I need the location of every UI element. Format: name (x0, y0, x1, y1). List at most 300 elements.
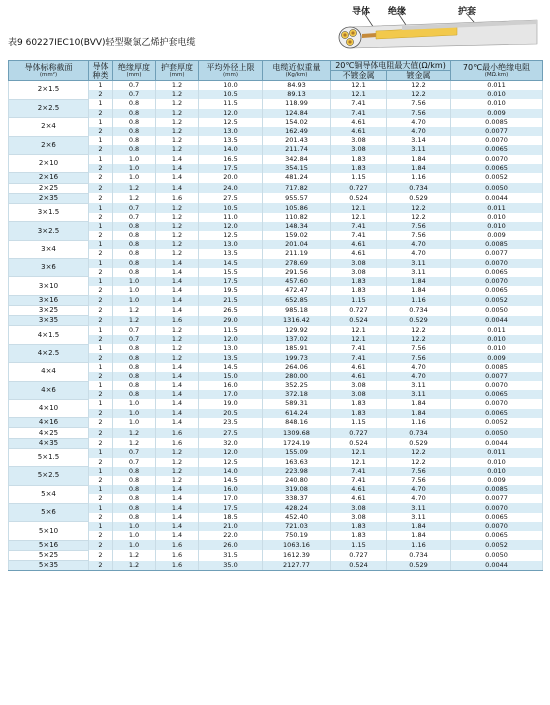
table-row (9, 155, 543, 164)
cell-section: 4×16 (9, 418, 89, 428)
cell-sheath: 1.2 (156, 326, 199, 335)
table-row (9, 183, 543, 193)
cell-type: 1 (89, 99, 113, 108)
table-row (9, 193, 543, 203)
cell-insulation-resistance: 0.0044 (451, 193, 543, 203)
cell-sheath: 1.4 (156, 485, 199, 494)
cell-insulation: 1.2 (113, 193, 156, 203)
cell-type: 2 (89, 145, 113, 154)
cell-type: 2 (89, 418, 113, 428)
cell-section: 5×1.5 (9, 448, 89, 466)
cell-insulation-resistance: 0.0085 (451, 118, 543, 127)
table-row (9, 531, 543, 540)
cell-res-plain: 1.83 (331, 164, 387, 173)
cell-res-plated: 0.529 (387, 193, 451, 203)
cell-weight: 1612.39 (263, 550, 331, 560)
cell-res-plain: 0.727 (331, 306, 387, 316)
cell-sheath: 1.2 (156, 240, 199, 249)
cell-type: 2 (89, 561, 113, 571)
cell-insulation: 0.7 (113, 335, 156, 344)
cell-insulation: 1.0 (113, 277, 156, 286)
cell-res-plated: 4.70 (387, 249, 451, 258)
cell-outer-diameter: 20.0 (199, 173, 263, 183)
cell-weight: 185.91 (263, 344, 331, 353)
cell-outer-diameter: 17.0 (199, 390, 263, 399)
cell-res-plain: 1.15 (331, 295, 387, 305)
cell-weight: 750.19 (263, 531, 331, 540)
cell-weight: 2127.77 (263, 561, 331, 571)
cell-insulation: 1.2 (113, 183, 156, 193)
cell-insulation: 0.8 (113, 494, 156, 503)
cell-type: 2 (89, 193, 113, 203)
cell-res-plain: 3.08 (331, 381, 387, 390)
cell-section: 3×4 (9, 240, 89, 258)
cell-weight: 652.85 (263, 295, 331, 305)
cell-insulation: 0.8 (113, 513, 156, 522)
cell-res-plated: 12.2 (387, 81, 451, 91)
cell-outer-diameter: 15.5 (199, 268, 263, 277)
table-row (9, 118, 543, 127)
cell-insulation: 1.0 (113, 155, 156, 164)
cell-res-plated: 1.84 (387, 286, 451, 295)
table-row (9, 240, 543, 249)
cell-insulation-resistance: 0.009 (451, 231, 543, 240)
cell-weight: 211.19 (263, 249, 331, 258)
table-row (9, 268, 543, 277)
cell-outer-diameter: 22.0 (199, 531, 263, 540)
cell-res-plain: 0.524 (331, 193, 387, 203)
cell-res-plated: 3.11 (387, 513, 451, 522)
cell-insulation: 0.8 (113, 363, 156, 372)
cell-insulation-resistance: 0.009 (451, 109, 543, 118)
cell-outer-diameter: 13.0 (199, 127, 263, 136)
cell-weight: 848.16 (263, 418, 331, 428)
cell-section: 4×2.5 (9, 344, 89, 362)
cell-insulation-resistance: 0.0050 (451, 550, 543, 560)
table-row (9, 353, 543, 362)
cell-type: 2 (89, 173, 113, 183)
cell-weight: 124.84 (263, 109, 331, 118)
cell-section: 2×2.5 (9, 99, 89, 117)
cell-sheath: 1.6 (156, 316, 199, 326)
cell-insulation-resistance: 0.011 (451, 326, 543, 335)
table-row (9, 550, 543, 560)
cell-outer-diameter: 13.5 (199, 136, 263, 145)
cell-sheath: 1.6 (156, 438, 199, 448)
cell-res-plated: 7.56 (387, 222, 451, 231)
cell-insulation-resistance: 0.009 (451, 353, 543, 362)
cell-insulation: 0.7 (113, 213, 156, 222)
cell-section: 3×35 (9, 316, 89, 326)
cell-res-plain: 4.61 (331, 127, 387, 136)
cell-insulation: 0.7 (113, 448, 156, 457)
cell-insulation-resistance: 0.0065 (451, 531, 543, 540)
cell-weight: 1063.16 (263, 540, 331, 550)
cell-type: 2 (89, 390, 113, 399)
cell-weight: 159.02 (263, 231, 331, 240)
cell-section: 2×1.5 (9, 81, 89, 100)
cell-sheath: 1.4 (156, 503, 199, 512)
cell-insulation: 1.0 (113, 164, 156, 173)
cell-outer-diameter: 13.0 (199, 344, 263, 353)
cell-sheath: 1.2 (156, 109, 199, 118)
cell-res-plain: 7.41 (331, 476, 387, 485)
cell-res-plated: 7.56 (387, 467, 451, 476)
cell-weight: 428.24 (263, 503, 331, 512)
cell-outer-diameter: 26.0 (199, 540, 263, 550)
cell-insulation: 1.0 (113, 399, 156, 408)
cell-res-plated: 12.2 (387, 326, 451, 335)
cell-sheath: 1.4 (156, 531, 199, 540)
cell-weight: 354.15 (263, 164, 331, 173)
cell-insulation-resistance: 0.0077 (451, 372, 543, 381)
cell-weight: 717.82 (263, 183, 331, 193)
cell-type: 2 (89, 513, 113, 522)
cell-weight: 280.00 (263, 372, 331, 381)
cell-res-plated: 0.734 (387, 428, 451, 438)
cell-res-plain: 12.1 (331, 448, 387, 457)
cell-section: 4×6 (9, 381, 89, 399)
header-conductor-type: 导体种类 (89, 61, 113, 81)
cell-section: 3×1.5 (9, 203, 89, 221)
cell-insulation-resistance: 0.0085 (451, 240, 543, 249)
cell-insulation: 0.8 (113, 268, 156, 277)
cell-insulation-resistance: 0.0050 (451, 306, 543, 316)
cell-insulation: 1.0 (113, 531, 156, 540)
cell-weight: 372.18 (263, 390, 331, 399)
table-row (9, 485, 543, 494)
cell-res-plated: 1.84 (387, 531, 451, 540)
cell-res-plated: 3.11 (387, 259, 451, 268)
cell-insulation: 1.0 (113, 295, 156, 305)
cell-sheath: 1.2 (156, 353, 199, 362)
cell-res-plated: 7.56 (387, 99, 451, 108)
cell-res-plain: 3.08 (331, 513, 387, 522)
cell-res-plain: 7.41 (331, 467, 387, 476)
cell-weight: 211.74 (263, 145, 331, 154)
cell-insulation: 0.8 (113, 353, 156, 362)
cell-insulation-resistance: 0.0070 (451, 399, 543, 408)
cell-weight: 162.49 (263, 127, 331, 136)
cell-res-plain: 7.41 (331, 231, 387, 240)
cell-insulation-resistance: 0.0070 (451, 155, 543, 164)
cell-res-plated: 4.70 (387, 127, 451, 136)
bvv-cable-spec-table (8, 60, 543, 571)
cell-res-plain: 1.15 (331, 540, 387, 550)
cell-type: 1 (89, 448, 113, 457)
cell-res-plain: 12.1 (331, 326, 387, 335)
cell-outer-diameter: 14.0 (199, 145, 263, 154)
cell-insulation: 0.8 (113, 259, 156, 268)
cell-outer-diameter: 19.0 (199, 399, 263, 408)
cell-outer-diameter: 14.5 (199, 259, 263, 268)
cell-type: 2 (89, 372, 113, 381)
cell-insulation: 0.8 (113, 109, 156, 118)
cell-insulation-resistance: 0.0070 (451, 381, 543, 390)
table-row (9, 99, 543, 108)
cell-res-plain: 1.83 (331, 155, 387, 164)
table-row (9, 90, 543, 99)
cell-insulation-resistance: 0.0065 (451, 513, 543, 522)
cell-sheath: 1.2 (156, 213, 199, 222)
cell-sheath: 1.6 (156, 428, 199, 438)
cell-outer-diameter: 14.5 (199, 476, 263, 485)
table-row (9, 326, 543, 335)
cell-outer-diameter: 10.5 (199, 203, 263, 212)
table-row (9, 259, 543, 268)
cell-weight: 457.60 (263, 277, 331, 286)
cell-weight: 154.02 (263, 118, 331, 127)
cell-type: 2 (89, 438, 113, 448)
cell-insulation-resistance: 0.0085 (451, 363, 543, 372)
cell-weight: 472.47 (263, 286, 331, 295)
cell-insulation-resistance: 0.0044 (451, 438, 543, 448)
header-resistance: 20℃铜导体电阻最大值(Ω/km) (331, 61, 451, 71)
cell-type: 1 (89, 326, 113, 335)
cell-type: 2 (89, 550, 113, 560)
cell-res-plated: 0.734 (387, 306, 451, 316)
cell-res-plated: 0.529 (387, 561, 451, 571)
cell-type: 1 (89, 259, 113, 268)
cell-section: 2×4 (9, 118, 89, 136)
header-resistance-plain: 不镀金属 (331, 71, 387, 81)
cell-insulation-resistance: 0.0070 (451, 136, 543, 145)
cell-insulation: 0.8 (113, 222, 156, 231)
cell-type: 2 (89, 353, 113, 362)
cell-outer-diameter: 18.5 (199, 513, 263, 522)
cell-section: 5×2.5 (9, 467, 89, 485)
cell-res-plated: 12.2 (387, 213, 451, 222)
cell-insulation: 0.8 (113, 99, 156, 108)
cell-res-plated: 4.70 (387, 485, 451, 494)
cell-insulation: 1.2 (113, 428, 156, 438)
cell-res-plain: 0.727 (331, 428, 387, 438)
table-row (9, 494, 543, 503)
cell-sheath: 1.4 (156, 183, 199, 193)
header-section: 导体标称截面 (mm²) (9, 61, 89, 81)
cell-section: 2×25 (9, 183, 89, 193)
cell-res-plated: 0.529 (387, 316, 451, 326)
cell-insulation-resistance: 0.011 (451, 203, 543, 212)
cell-res-plain: 12.1 (331, 81, 387, 91)
cell-res-plated: 0.529 (387, 438, 451, 448)
cell-outer-diameter: 17.0 (199, 494, 263, 503)
cell-sheath: 1.4 (156, 409, 199, 418)
cell-section: 4×10 (9, 399, 89, 417)
cell-insulation: 0.7 (113, 203, 156, 212)
table-row (9, 428, 543, 438)
cell-weight: 84.93 (263, 81, 331, 91)
cell-res-plain: 4.61 (331, 372, 387, 381)
cell-weight: 291.56 (263, 268, 331, 277)
cell-insulation: 1.0 (113, 522, 156, 531)
cell-outer-diameter: 16.0 (199, 381, 263, 390)
cell-section: 2×16 (9, 173, 89, 183)
cell-insulation-resistance: 0.0050 (451, 428, 543, 438)
cell-sheath: 1.4 (156, 372, 199, 381)
cell-insulation: 0.8 (113, 344, 156, 353)
cell-sheath: 1.4 (156, 155, 199, 164)
legend-conductor-label: 导体 (352, 7, 371, 17)
cell-sheath: 1.2 (156, 458, 199, 467)
cell-sheath: 1.6 (156, 540, 199, 550)
cell-section: 5×25 (9, 550, 89, 560)
cell-type: 1 (89, 363, 113, 372)
cell-insulation: 0.7 (113, 90, 156, 99)
table-row (9, 476, 543, 485)
cell-type: 2 (89, 268, 113, 277)
cell-res-plain: 4.61 (331, 363, 387, 372)
cell-res-plain: 4.61 (331, 485, 387, 494)
cell-weight: 199.73 (263, 353, 331, 362)
cell-outer-diameter: 20.5 (199, 409, 263, 418)
cell-outer-diameter: 26.5 (199, 306, 263, 316)
cell-outer-diameter: 14.0 (199, 467, 263, 476)
cell-insulation-resistance: 0.0065 (451, 145, 543, 154)
cell-outer-diameter: 12.0 (199, 335, 263, 344)
cell-insulation-resistance: 0.010 (451, 90, 543, 99)
cell-insulation: 1.0 (113, 540, 156, 550)
cell-type: 2 (89, 213, 113, 222)
cell-res-plain: 0.524 (331, 561, 387, 571)
cell-res-plated: 1.84 (387, 399, 451, 408)
table-row (9, 540, 543, 550)
cell-res-plated: 7.56 (387, 109, 451, 118)
cell-sheath: 1.4 (156, 522, 199, 531)
cell-insulation-resistance: 0.009 (451, 476, 543, 485)
cell-type: 2 (89, 183, 113, 193)
cell-res-plated: 1.84 (387, 409, 451, 418)
cell-res-plain: 12.1 (331, 213, 387, 222)
cell-section: 2×35 (9, 193, 89, 203)
cell-sheath: 1.2 (156, 476, 199, 485)
cell-res-plated: 4.70 (387, 118, 451, 127)
cell-sheath: 1.4 (156, 494, 199, 503)
cell-type: 2 (89, 540, 113, 550)
cell-weight: 240.80 (263, 476, 331, 485)
cell-type: 1 (89, 381, 113, 390)
header-resistance-plated: 镀金属 (387, 71, 451, 81)
table-row (9, 381, 543, 390)
cell-insulation: 0.8 (113, 372, 156, 381)
cell-insulation: 1.2 (113, 550, 156, 560)
cell-insulation: 0.8 (113, 127, 156, 136)
cell-insulation: 1.2 (113, 561, 156, 571)
cell-sheath: 1.6 (156, 561, 199, 571)
cell-insulation: 0.8 (113, 249, 156, 258)
cell-insulation-resistance: 0.0044 (451, 316, 543, 326)
cell-weight: 137.02 (263, 335, 331, 344)
cell-res-plain: 7.41 (331, 353, 387, 362)
cell-outer-diameter: 13.0 (199, 240, 263, 249)
cell-section: 3×16 (9, 295, 89, 305)
cell-res-plain: 4.61 (331, 249, 387, 258)
cell-outer-diameter: 21.5 (199, 295, 263, 305)
cell-insulation: 0.7 (113, 458, 156, 467)
cell-sheath: 1.2 (156, 344, 199, 353)
cell-type: 2 (89, 286, 113, 295)
header-weight: 电缆近似重量 (Kg/km) (263, 61, 331, 81)
cell-type: 1 (89, 240, 113, 249)
cell-sheath: 1.4 (156, 277, 199, 286)
cell-type: 2 (89, 409, 113, 418)
cell-weight: 1316.42 (263, 316, 331, 326)
cell-insulation-resistance: 0.010 (451, 458, 543, 467)
cell-res-plated: 12.2 (387, 448, 451, 457)
cell-sheath: 1.2 (156, 448, 199, 457)
cell-insulation-resistance: 0.010 (451, 335, 543, 344)
cell-insulation-resistance: 0.0077 (451, 494, 543, 503)
cell-insulation: 0.8 (113, 485, 156, 494)
cell-section: 2×6 (9, 136, 89, 154)
cell-sheath: 1.2 (156, 81, 199, 91)
cell-outer-diameter: 23.5 (199, 418, 263, 428)
cell-type: 2 (89, 316, 113, 326)
cell-res-plain: 4.61 (331, 240, 387, 249)
cell-section: 3×6 (9, 259, 89, 277)
cell-weight: 129.92 (263, 326, 331, 335)
cell-res-plain: 3.08 (331, 136, 387, 145)
table-row (9, 418, 543, 428)
table-row (9, 222, 543, 231)
cell-outer-diameter: 12.5 (199, 118, 263, 127)
table-row (9, 81, 543, 91)
cell-outer-diameter: 15.0 (199, 372, 263, 381)
cell-insulation-resistance: 0.0052 (451, 173, 543, 183)
cell-outer-diameter: 19.5 (199, 286, 263, 295)
cell-sheath: 1.6 (156, 193, 199, 203)
cell-res-plated: 1.16 (387, 418, 451, 428)
cell-insulation-resistance: 0.0077 (451, 127, 543, 136)
cell-res-plated: 3.11 (387, 390, 451, 399)
cell-insulation-resistance: 0.0052 (451, 418, 543, 428)
cell-type: 2 (89, 109, 113, 118)
cell-res-plated: 3.14 (387, 136, 451, 145)
cell-sheath: 1.4 (156, 399, 199, 408)
table-row (9, 561, 543, 571)
cell-res-plain: 0.524 (331, 316, 387, 326)
cell-insulation-resistance: 0.010 (451, 213, 543, 222)
cell-sheath: 1.4 (156, 513, 199, 522)
cell-outer-diameter: 31.5 (199, 550, 263, 560)
cell-type: 2 (89, 458, 113, 467)
cell-res-plain: 12.1 (331, 335, 387, 344)
cell-outer-diameter: 17.5 (199, 277, 263, 286)
legend-insulation-label: 绝缘 (388, 7, 407, 17)
cell-type: 1 (89, 81, 113, 91)
header-insulation-resistance: 70℃最小绝缘电阻 (MΩ.km) (451, 61, 543, 81)
cell-section: 5×16 (9, 540, 89, 550)
header-sheath-thickness: 护套厚度 (mm) (156, 61, 199, 81)
cell-insulation: 0.7 (113, 326, 156, 335)
cell-insulation-resistance: 0.0077 (451, 249, 543, 258)
cell-res-plain: 1.83 (331, 277, 387, 286)
cell-insulation: 0.8 (113, 381, 156, 390)
cell-sheath: 1.2 (156, 249, 199, 258)
cable-cross-section-legend (332, 4, 544, 50)
cell-section: 3×2.5 (9, 222, 89, 240)
cell-insulation-resistance: 0.0065 (451, 390, 543, 399)
cell-weight: 1309.68 (263, 428, 331, 438)
cell-res-plain: 12.1 (331, 203, 387, 212)
table-row (9, 203, 543, 212)
cell-res-plated: 3.11 (387, 268, 451, 277)
cell-res-plain: 3.08 (331, 390, 387, 399)
cell-weight: 985.18 (263, 306, 331, 316)
cell-outer-diameter: 16.0 (199, 485, 263, 494)
cell-res-plain: 3.08 (331, 145, 387, 154)
cell-res-plated: 7.56 (387, 231, 451, 240)
